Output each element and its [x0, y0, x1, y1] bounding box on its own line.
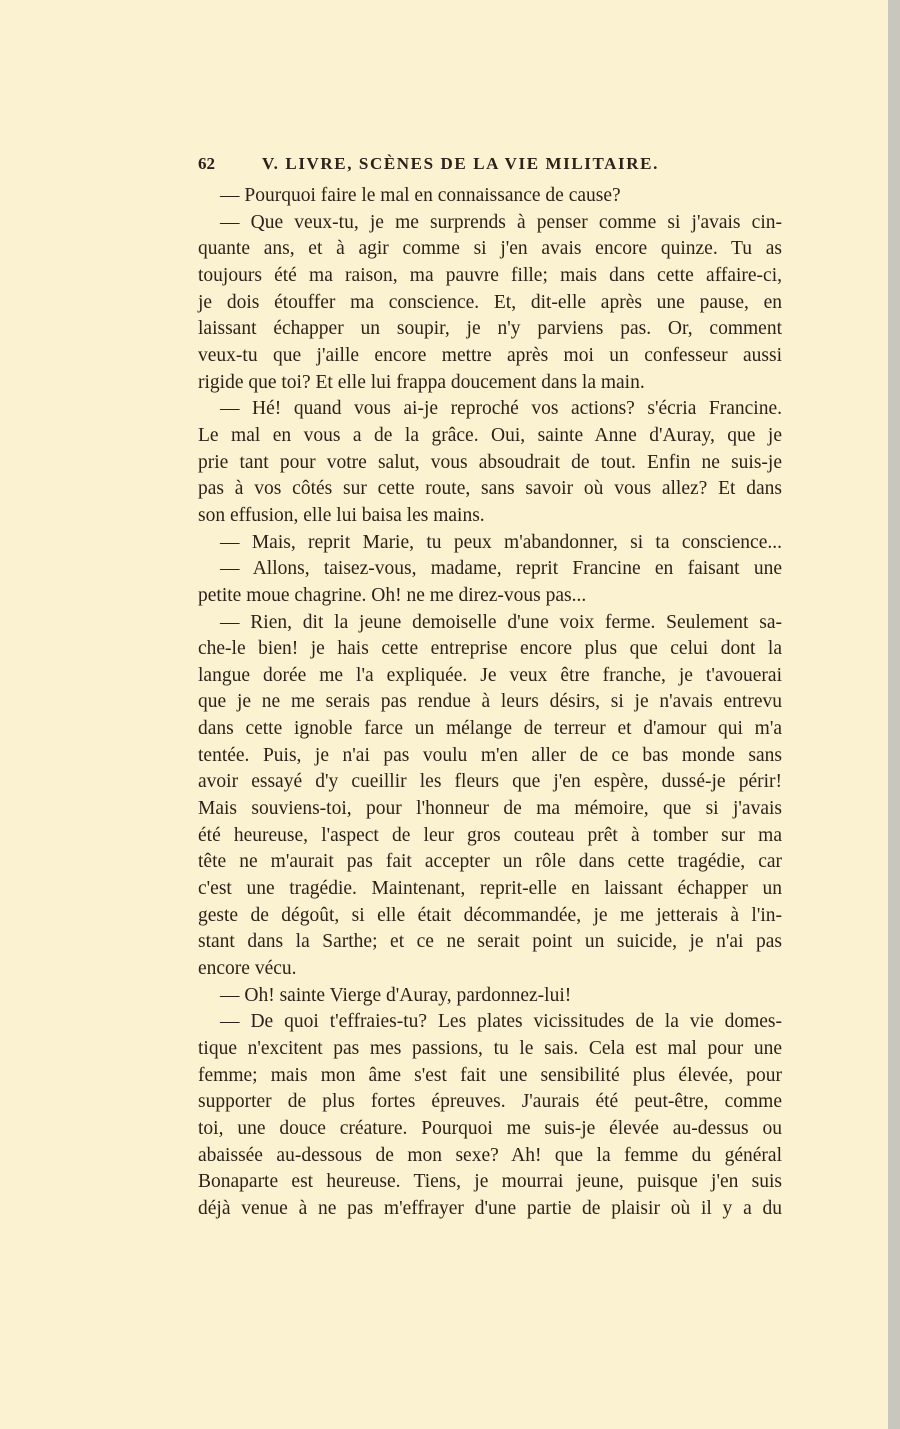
text-line: toujours été ma raison, ma pauvre fille; mais dans cette affaire-ci,	[198, 264, 782, 286]
text-line: dans cette ignoble farce un mélange de terreur et d'amour qui m'a	[198, 718, 782, 740]
text-line: déjà venue à ne pas m'effrayer d'une partie de plaisir où il y a du	[198, 1197, 782, 1219]
text-line: — Rien, dit la jeune demoiselle d'une voix ferme. Seulement sa-	[220, 611, 782, 633]
text-line: avoir essayé d'y cueillir les fleurs que j'en espère, dussé-je périr!	[198, 771, 782, 793]
page-header	[198, 154, 782, 178]
text-line: — Que veux-tu, je me surprends à penser comme si j'avais cin-	[220, 211, 782, 233]
text-line: — Hé! quand vous ai-je reproché vos actions? s'écria Francine.	[220, 398, 782, 420]
text-line: stant dans la Sarthe; et ce ne serait point un suicide, je n'ai pas	[198, 931, 782, 953]
text-line: Le mal en vous a de la grâce. Oui, sainte Anne d'Auray, que je	[198, 424, 782, 446]
page-body-text	[198, 183, 782, 1223]
text-line: je dois étouffer ma conscience. Et, dit-elle après une pause, en	[198, 291, 782, 313]
text-line: — Mais, reprit Marie, tu peux m'abandonner, si ta conscience...	[220, 531, 782, 553]
text-line: petite moue chagrine. Oh! ne me direz-vous pas...	[198, 584, 587, 606]
text-line: Bonaparte est heureuse. Tiens, je mourrai jeune, puisque j'en suis	[198, 1171, 782, 1193]
text-line: langue dorée me l'a expliquée. Je veux être franche, je t'avouerai	[198, 664, 782, 686]
scan-edge	[888, 0, 900, 1429]
text-line: tête ne m'aurait pas fait accepter un rôle dans cette tragédie, car	[198, 851, 782, 873]
text-line: tentée. Puis, je n'ai pas voulu m'en aller de ce bas monde sans	[198, 744, 782, 766]
text-line: rigide que toi? Et elle lui frappa doucement dans la main.	[198, 371, 645, 393]
page-number: 62	[198, 154, 215, 173]
text-line: femme; mais mon âme s'est fait une sensibilité plus élevée, pour	[198, 1064, 782, 1086]
text-line: son effusion, elle lui baisa les mains.	[198, 504, 485, 526]
text-line: toi, une douce créature. Pourquoi me suis-je élevée au-dessus ou	[198, 1117, 782, 1139]
text-line: — Oh! sainte Vierge d'Auray, pardonnez-lui!	[220, 984, 572, 1006]
text-line: été heureuse, l'aspect de leur gros couteau prêt à tomber sur ma	[198, 824, 782, 846]
text-line: — Pourquoi faire le mal en connaissance de cause?	[220, 185, 621, 206]
text-line: — De quoi t'effraies-tu? Les plates vicissitudes de la vie domes-	[220, 1011, 782, 1033]
text-line: quante ans, et à agir comme si j'en avais encore quinze. Tu as	[198, 238, 782, 260]
text-line: supporter de plus fortes épreuves. J'aurais été peut-être, comme	[198, 1091, 782, 1113]
text-line: geste de dégoût, si elle était décommandée, je me jetterais à l'in-	[198, 904, 782, 926]
text-line: Mais souviens-toi, pour l'honneur de ma mémoire, que si j'avais	[198, 798, 782, 820]
text-line: pas à vos côtés sur cette route, sans savoir où vous allez? Et dans	[198, 478, 782, 500]
text-line: encore vécu.	[198, 958, 297, 980]
text-line: que je ne me serais pas rendue à leurs désirs, si je n'avais entrevu	[198, 691, 782, 713]
running-head: V. LIVRE, SCÈNES DE LA VIE MILITAIRE.	[262, 154, 659, 173]
text-line: c'est une tragédie. Maintenant, reprit-elle en laissant échapper un	[198, 878, 782, 900]
text-line: — Allons, taisez-vous, madame, reprit Francine en faisant une	[220, 558, 782, 580]
text-line: laissant échapper un soupir, je n'y parviens pas. Or, comment	[198, 318, 782, 340]
text-line: abaissée au-dessous de mon sexe? Ah! que la femme du général	[198, 1144, 782, 1166]
text-line: che-le bien! je hais cette entreprise encore plus que celui dont la	[198, 638, 782, 660]
text-line: veux-tu que j'aille encore mettre après moi un confesseur aussi	[198, 344, 782, 366]
text-line: prie tant pour votre salut, vous absoudrait de tout. Enfin ne suis-je	[198, 451, 782, 473]
text-line: tique n'excitent pas mes passions, tu le sais. Cela est mal pour une	[198, 1038, 782, 1059]
